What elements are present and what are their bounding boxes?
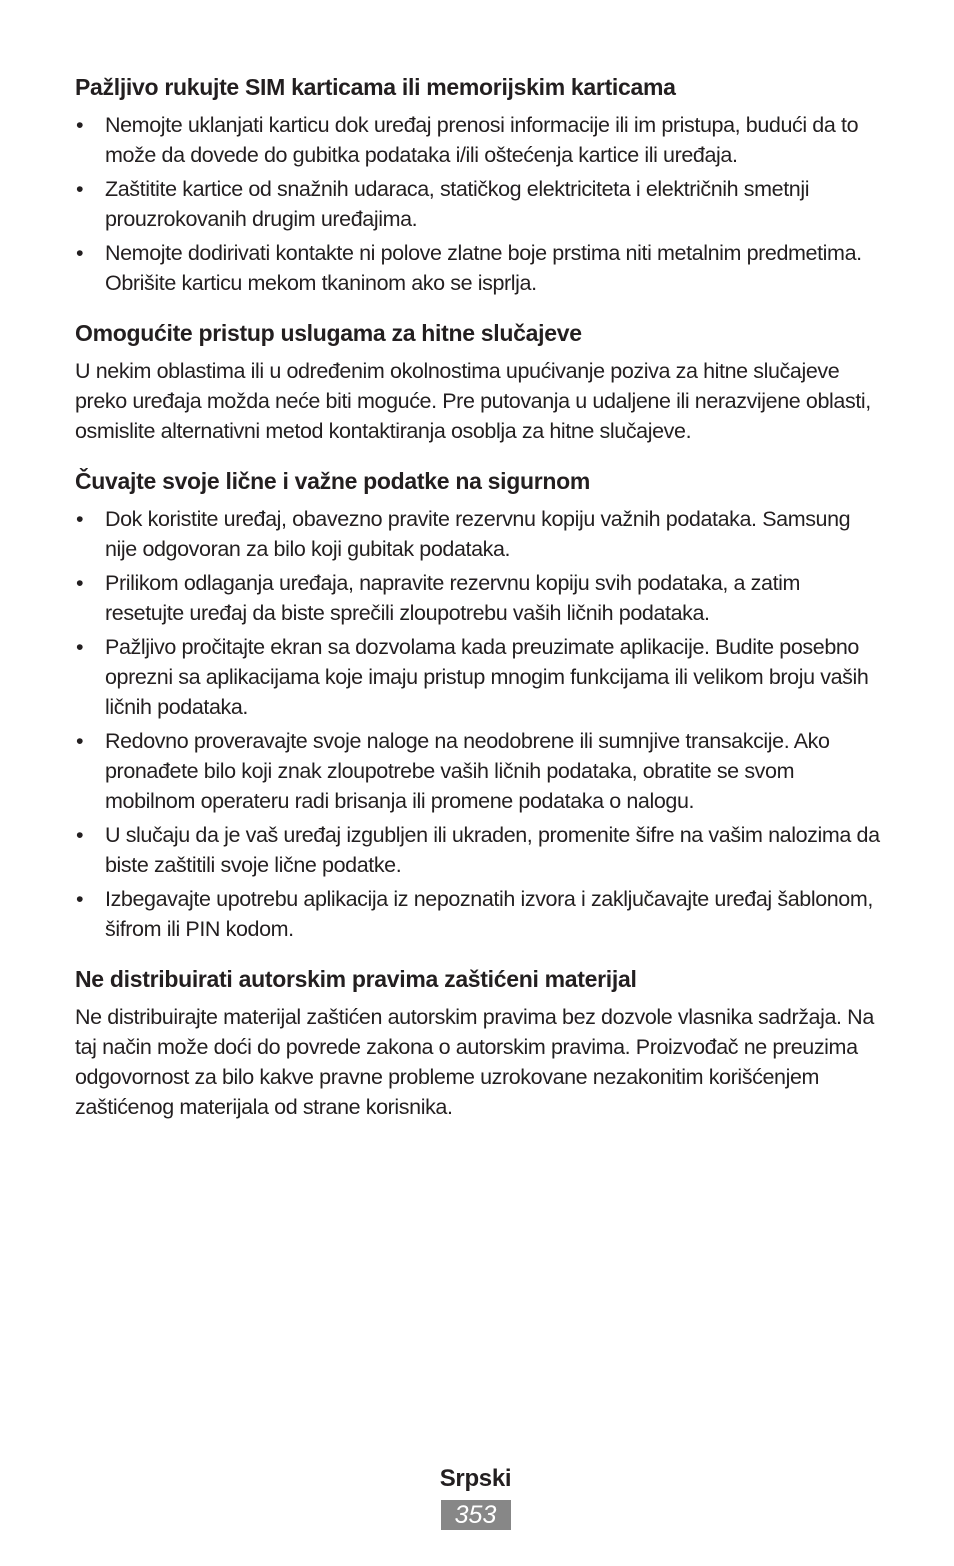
list-item-text: Pažljivo pročitajte ekran sa dozvolama kada preuzimate aplikacije. Budite posebno oprezni sa aplikacijama koje imaju pristup mnogim funkcijama ili velikom broju vaših ličnih podataka. [105, 635, 869, 719]
list-item [75, 110, 883, 170]
bullet-icon: • [76, 113, 84, 137]
bullet-icon: • [76, 823, 84, 847]
section-title: Čuvajte svoje lične i važne podatke na sigurnom [75, 468, 591, 494]
bullet-icon: • [76, 571, 84, 595]
list-item [75, 568, 883, 628]
bullet-list [75, 110, 883, 298]
section-copyright [75, 964, 883, 1122]
list-item-text: Prilikom odlaganja uređaja, napravite rezervnu kopiju svih podataka, a zatim resetujte uređaj da biste sprečili zloupotrebu vaših ličnih podataka. [105, 571, 801, 625]
list-item [75, 504, 883, 564]
list-item-text: Zaštitite kartice od snažnih udaraca, statičkog elektriciteta i električnih smetnji prouzrokovanih drugim uređajima. [105, 177, 810, 231]
list-item [75, 820, 883, 880]
list-item-text: U slučaju da je vaš uređaj izgubljen ili ukraden, promenite šifre na vašim nalozima da biste zaštitili svoje lične podatke. [105, 823, 880, 877]
list-item-text: Dok koristite uređaj, obavezno pravite rezervnu kopiju važnih podataka. Samsung nije odgovoran za bilo koji gubitak podataka. [105, 507, 851, 561]
list-item [75, 174, 883, 234]
list-item [75, 884, 883, 944]
bullet-icon: • [76, 887, 84, 911]
list-item [75, 238, 883, 298]
bullet-icon: • [76, 177, 84, 201]
section-paragraph: Ne distribuirajte materijal zaštićen autorskim pravima bez dozvole vlasnika sadržaja. Na taj način može doći do povrede zakona o autorskim pravima. Proizvođač ne preuzima odgovornost za bilo kakve pravne probleme uzrokovane nezakonitim korišćenjem zaštićenog materijala od strane korisnika. [75, 1005, 874, 1119]
section-paragraph: U nekim oblastima ili u određenim okolnostima upućivanje poziva za hitne slučajeve preko uređaja možda neće biti moguće. Pre putovanja u udaljene ili nerazvijene oblasti, osmislite alternativni metod kontaktiranja osoblja za hitne slučajeve. [75, 359, 871, 443]
list-item [75, 632, 883, 722]
bullet-list [75, 504, 883, 944]
section-sim-cards [75, 72, 883, 298]
section-title: Omogućite pristup uslugama za hitne slučajeve [75, 320, 582, 346]
list-item-text: Nemojte dodirivati kontakte ni polove zlatne boje prstima niti metalnim predmetima. Obrišite karticu mekom tkaninom ako se isprlja. [105, 241, 862, 295]
section-personal-data [75, 466, 883, 944]
page-content [75, 72, 883, 1142]
page-footer [0, 1463, 954, 1530]
bullet-icon: • [76, 507, 84, 531]
section-title: Ne distribuirati autorskim pravima zaštićeni materijal [75, 966, 637, 992]
list-item-text: Redovno proveravajte svoje naloge na neodobrene ili sumnjive transakcije. Ako pronađete bilo koji znak zloupotrebe vaših ličnih podataka, obratite se svom mobilnom operateru radi brisanja ili promene podataka o nalogu. [105, 729, 830, 813]
list-item-text: Nemojte uklanjati karticu dok uređaj prenosi informacije ili im pristupa, budući da to može da dovede do gubitka podataka i/ili oštećenja kartice ili uređaja. [105, 113, 859, 167]
footer-language: Srpski [439, 1465, 512, 1492]
section-emergency-services [75, 318, 883, 446]
list-item [75, 726, 883, 816]
bullet-icon: • [76, 241, 84, 265]
bullet-icon: • [76, 635, 84, 659]
page-number-badge: 353 [441, 1500, 511, 1530]
section-title: Pažljivo rukujte SIM karticama ili memorijskim karticama [75, 74, 676, 100]
list-item-text: Izbegavajte upotrebu aplikacija iz nepoznatih izvora i zaključavajte uređaj šablonom, šifrom ili PIN kodom. [105, 887, 873, 941]
bullet-icon: • [76, 729, 84, 753]
